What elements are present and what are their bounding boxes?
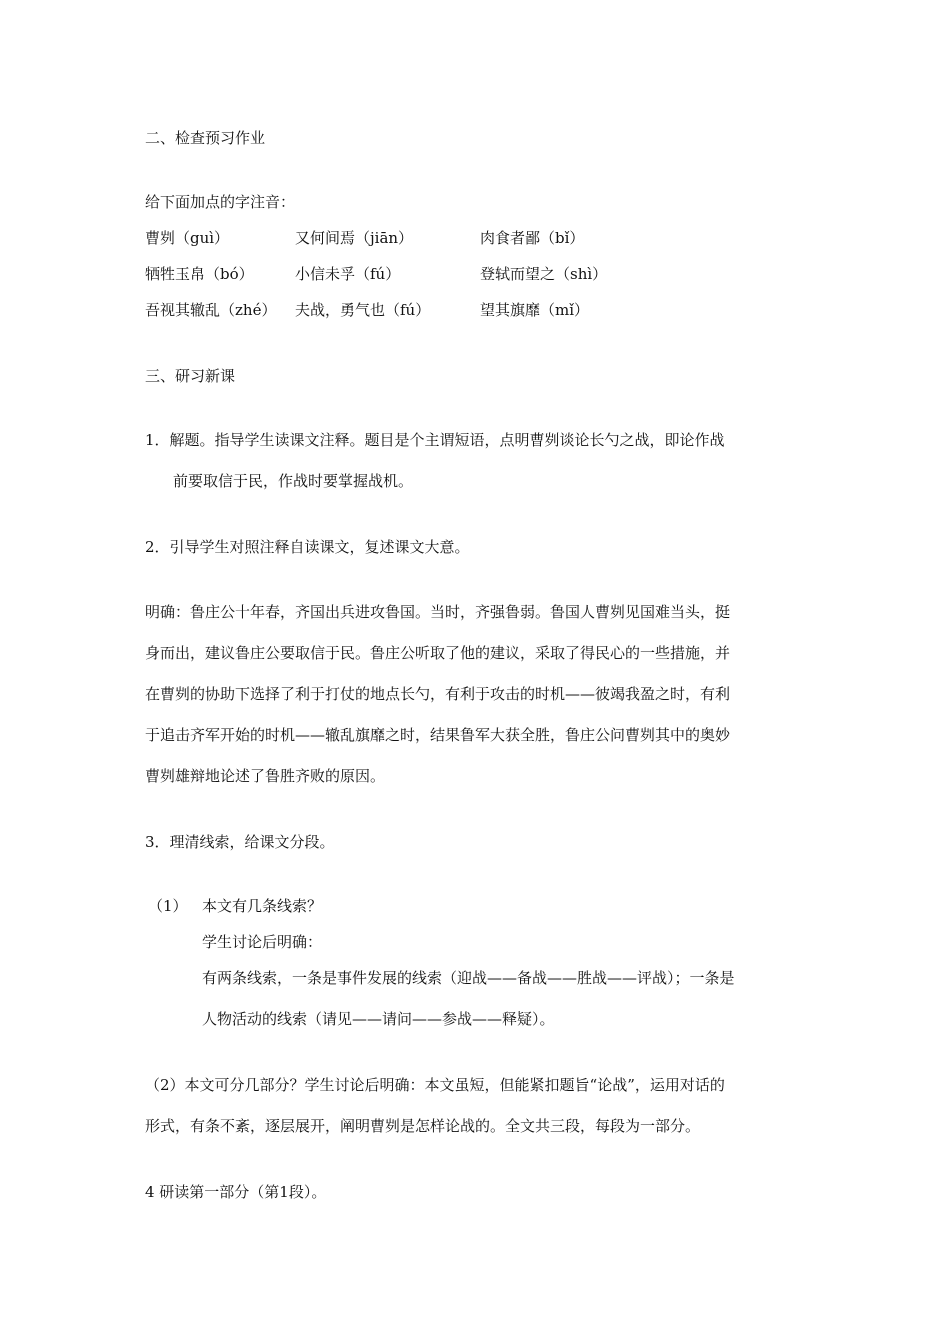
- pinyin-instruction: 给下面加点的字注音：: [145, 193, 296, 211]
- pinyin-item: 望其旗靡（mǐ）: [480, 301, 590, 319]
- sub1-answer-lead: 学生讨论后明确：: [202, 933, 323, 951]
- sub2-line1: （2）本文可分几部分？学生讨论后明确：本文虽短，但能紧扣题旨“论战”，运用对话的: [145, 1076, 725, 1094]
- sub2-line2: 形式，有条不紊，逐层展开，阐明曹刿是怎样论战的。全文共三段，每段为一部分。: [145, 1117, 701, 1135]
- summary-line: 身而出，建议鲁庄公要取信于民。鲁庄公听取了他的建议，采取了得民心的一些措施，并: [145, 644, 731, 662]
- pinyin-item: 小信未孚（fú）: [295, 265, 401, 283]
- pinyin-item: 牺牲玉帛（bó）: [145, 265, 254, 283]
- sub1-question: 本文有几条线索？: [202, 897, 323, 915]
- sub1-number: （1）: [148, 897, 188, 915]
- pinyin-item: 登轼而望之（shì）: [480, 265, 608, 283]
- pinyin-item: 肉食者鄙（bǐ）: [480, 229, 585, 247]
- item2: 2．引导学生对照注释自读课文，复述课文大意。: [145, 538, 470, 556]
- summary-line: 明确：鲁庄公十年春，齐国出兵进攻鲁国。当时，齐强鲁弱。鲁国人曹刿见国难当头，挺: [145, 603, 731, 621]
- item1-line2: 前要取信于民，作战时要掌握战机。: [173, 472, 414, 490]
- pinyin-item: 夫战，勇气也（fú）: [295, 301, 431, 319]
- section2-heading: 二、检查预习作业: [145, 129, 266, 147]
- item1-line1: 1．解题。指导学生读课文注释。题目是个主谓短语，点明曹刿谈论长勺之战，即论作战: [145, 431, 725, 449]
- item3: 3．理清线索，给课文分段。: [145, 833, 335, 851]
- summary-line: 曹刿雄辩地论述了鲁胜齐败的原因。: [145, 767, 386, 785]
- summary-line: 在曹刿的协助下选择了利于打仗的地点长勺，有利于攻击的时机——彼竭我盈之时，有利: [145, 685, 731, 703]
- pinyin-item: 曹刿（guì）: [145, 229, 230, 247]
- sub1-answer-line2: 人物活动的线索（请见——请问——参战——释疑）。: [202, 1010, 555, 1028]
- sub1-answer-line1: 有两条线索，一条是事件发展的线索（迎战——备战——胜战——评战）；一条是: [202, 969, 735, 987]
- summary-line: 于追击齐军开始的时机——辙乱旗靡之时，结果鲁军大获全胜，鲁庄公问曹刿其中的奥妙: [145, 726, 731, 744]
- section3-heading: 三、研习新课: [145, 367, 236, 385]
- item4: 4 研读第一部分（第1段）。: [145, 1183, 327, 1201]
- pinyin-item: 吾视其辙乱（zhé）: [145, 301, 277, 319]
- pinyin-item: 又何间焉（jiān）: [295, 229, 414, 247]
